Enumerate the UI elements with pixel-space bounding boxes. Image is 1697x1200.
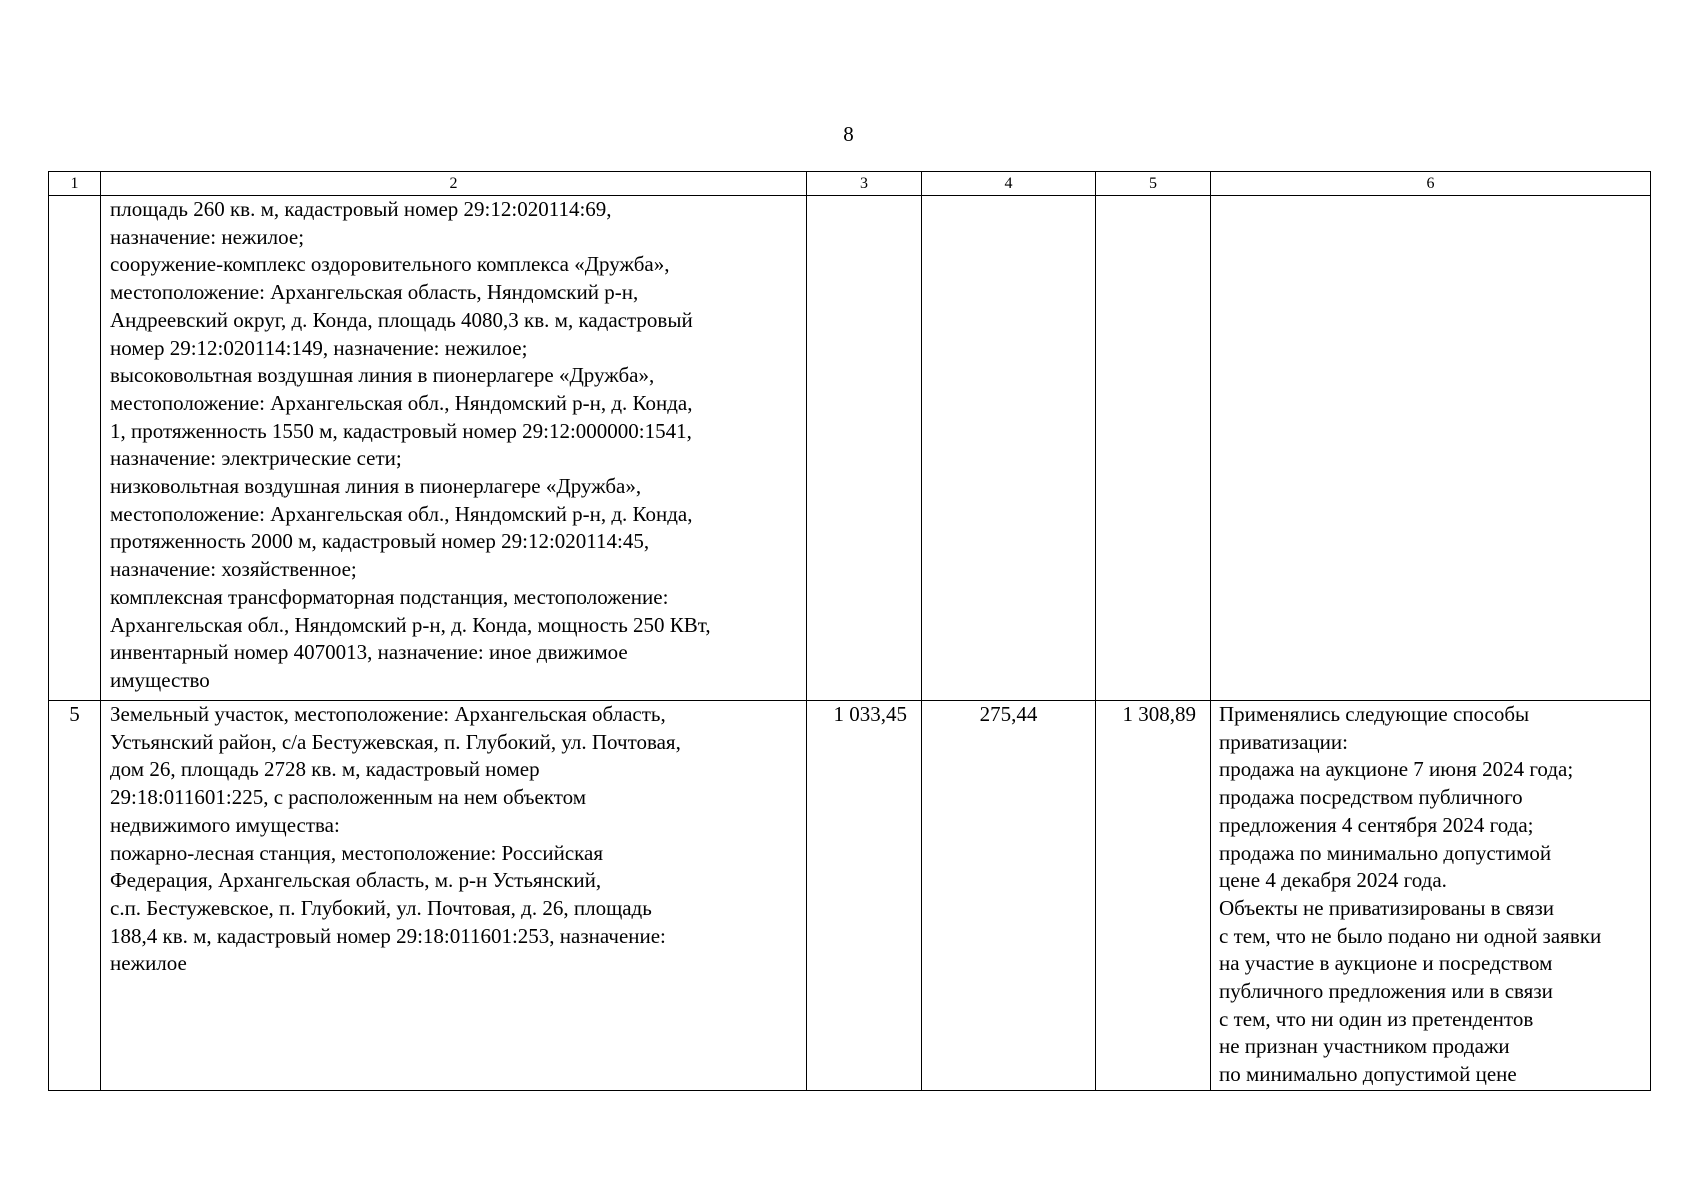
description-line: с.п. Бестужевское, п. Глубокий, ул. Почтовая, д. 26, площадь — [110, 895, 652, 920]
column-header-1: 1 — [49, 172, 101, 196]
note-line: Применялись следующие способы — [1219, 702, 1530, 726]
note-line: не признан участником продажи — [1219, 1034, 1510, 1059]
description-line: назначение: нежилое; — [110, 224, 305, 249]
note-line: с тем, что ни один из претендентов — [1219, 1006, 1534, 1031]
value-cell-3: 1 033,45 — [807, 701, 922, 1091]
description-line: назначение: электрические сети; — [110, 446, 402, 471]
table-header-row — [49, 172, 1651, 196]
description-line: 1, протяженность 1550 м, кадастровый номер 29:12:000000:1541, — [110, 418, 692, 443]
description-line: комплексная трансформаторная подстанция, местоположение: — [110, 584, 669, 609]
column-header-3: 3 — [807, 172, 922, 196]
note-line: продажа по минимально допустимой — [1219, 840, 1552, 865]
value-cell-3 — [807, 196, 922, 701]
privatization-table — [48, 171, 1651, 1091]
description-line: сооружение-комплекс оздоровительного комплекса «Дружба», — [110, 252, 670, 277]
note-line: с тем, что не было подано ни одной заявки — [1219, 923, 1602, 948]
description-line: местоположение: Архангельская область, Няндомский р-н, — [110, 280, 639, 305]
description-line: имущество — [110, 667, 210, 692]
description-line: низковольтная воздушная линия в пионерлагере «Дружба», — [110, 474, 642, 499]
note-line: по минимально допустимой цене — [1219, 1062, 1517, 1087]
table-row-continuation — [49, 196, 1651, 701]
note-line: Объекты не приватизированы в связи — [1219, 895, 1554, 920]
description-line: дом 26, площадь 2728 кв. м, кадастровый номер — [110, 757, 540, 782]
description-line: местоположение: Архангельская обл., Няндомский р-н, д. Конда, — [110, 390, 693, 415]
table-row-5 — [49, 701, 1651, 1091]
column-header-6: 6 — [1211, 172, 1651, 196]
object-description-cell — [101, 196, 807, 701]
description-line: Устьянский район, с/а Бестужевская, п. Глубокий, ул. Почтовая, — [110, 729, 681, 754]
description-line: Архангельская обл., Няндомский р-н, д. Конда, мощность 250 КВт, — [110, 612, 711, 637]
description-line: местоположение: Архангельская обл., Няндомский р-н, д. Конда, — [110, 501, 693, 526]
note-line: на участие в аукционе и посредством — [1219, 951, 1553, 976]
page-number: 8 — [843, 122, 854, 146]
note-line: предложения 4 сентября 2024 года; — [1219, 812, 1534, 837]
column-header-2: 2 — [101, 172, 807, 196]
note-line: приватизации: — [1219, 729, 1348, 754]
value-cell-4: 275,44 — [922, 701, 1096, 1091]
note-line: публичного предложения или в связи — [1219, 979, 1553, 1004]
description-line: протяженность 2000 м, кадастровый номер 29:12:020114:45, — [110, 529, 650, 554]
note-line: продажа на аукционе 7 июня 2024 года; — [1219, 757, 1574, 782]
description-line: площадь 260 кв. м, кадастровый номер 29:12:020114:69, — [110, 197, 612, 221]
description-line: пожарно-лесная станция, местоположение: Российская — [110, 840, 604, 865]
value-cell-4 — [922, 196, 1096, 701]
description-line: Андреевский округ, д. Конда, площадь 4080,3 кв. м, кадастровый — [110, 307, 693, 332]
description-line: высоковольтная воздушная линия в пионерлагере «Дружба», — [110, 363, 655, 388]
column-header-5: 5 — [1096, 172, 1211, 196]
value-cell-5 — [1096, 196, 1211, 701]
note-cell — [1211, 196, 1651, 701]
description-line: номер 29:12:020114:149, назначение: нежилое; — [110, 335, 528, 360]
description-line: Федерация, Архангельская область, м. р-н Устьянский, — [110, 868, 602, 893]
note-line: продажа посредством публичного — [1219, 785, 1523, 810]
description-line: Земельный участок, местоположение: Архангельская область, — [110, 702, 666, 726]
column-header-4: 4 — [922, 172, 1096, 196]
note-cell — [1211, 701, 1651, 1091]
description-line: назначение: хозяйственное; — [110, 557, 357, 582]
value-cell-5: 1 308,89 — [1096, 701, 1211, 1091]
row-number-cell — [49, 196, 101, 701]
row-number-cell: 5 — [49, 701, 101, 1091]
description-line: 188,4 кв. м, кадастровый номер 29:18:011601:253, назначение: — [110, 923, 666, 948]
description-line: нежилое — [110, 951, 187, 976]
note-line: цене 4 декабря 2024 года. — [1219, 868, 1447, 893]
description-line: 29:18:011601:225, с расположенным на нем объектом — [110, 785, 586, 810]
description-line: инвентарный номер 4070013, назначение: иное движимое — [110, 640, 628, 665]
description-line: недвижимого имущества: — [110, 812, 340, 837]
object-description-cell — [101, 701, 807, 1091]
